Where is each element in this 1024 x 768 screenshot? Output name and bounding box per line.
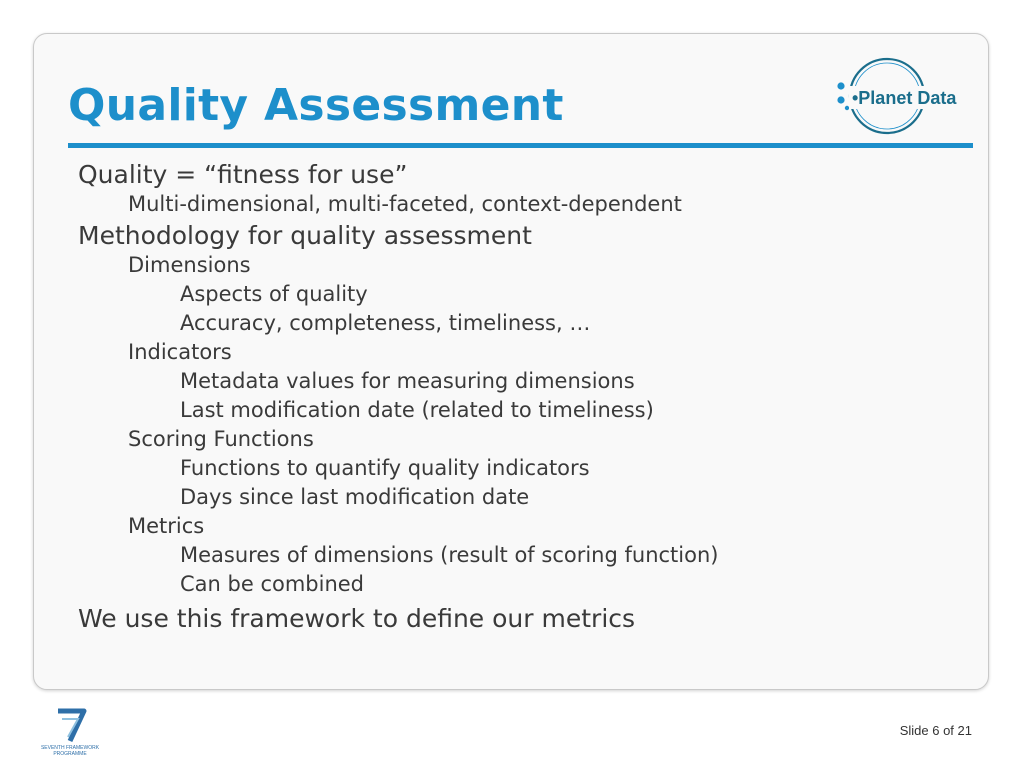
bullet-level-2: Multi-dimensional, multi-faceted, context-dependent <box>128 192 682 216</box>
slide-title: Quality Assessment <box>68 80 564 131</box>
bullet-level-2: Indicators <box>128 340 232 364</box>
planet-data-logo <box>833 56 975 140</box>
bullet-level-3: Measures of dimensions (result of scoring function) <box>180 543 719 567</box>
bullet-level-3: Last modification date (related to timeliness) <box>180 398 654 422</box>
bullet-level-3: Aspects of quality <box>180 282 368 306</box>
bullet-level-3: Days since last modification date <box>180 485 530 509</box>
title-underline <box>68 143 973 148</box>
bullet-level-1: Methodology for quality assessment <box>78 221 532 250</box>
bullet-level-3: Metadata values for measuring dimensions <box>180 369 635 393</box>
bullet-list <box>78 160 718 634</box>
bullet-level-2: Metrics <box>128 514 205 538</box>
bullet-level-3: Accuracy, completeness, timeliness, … <box>180 311 591 335</box>
bullet-level-3: Functions to quantify quality indicators <box>180 456 590 480</box>
bullet-level-3: Can be combined <box>180 572 365 596</box>
slide-number: Slide 6 of 21 <box>899 723 972 738</box>
seventh-framework-programme-logo <box>40 707 100 759</box>
bullet-level-2: Scoring Functions <box>128 427 314 451</box>
bullet-level-2: Dimensions <box>128 253 251 277</box>
svg-text:SEVENTH FRAMEWORK: SEVENTH FRAMEWORK <box>40 745 100 751</box>
bullet-level-1: We use this framework to define our metrics <box>78 604 636 633</box>
logo-text: •Planet Data <box>852 88 957 108</box>
svg-text:PROGRAMME: PROGRAMME <box>53 751 87 757</box>
bullet-level-1: Quality = “fitness for use” <box>78 160 408 189</box>
